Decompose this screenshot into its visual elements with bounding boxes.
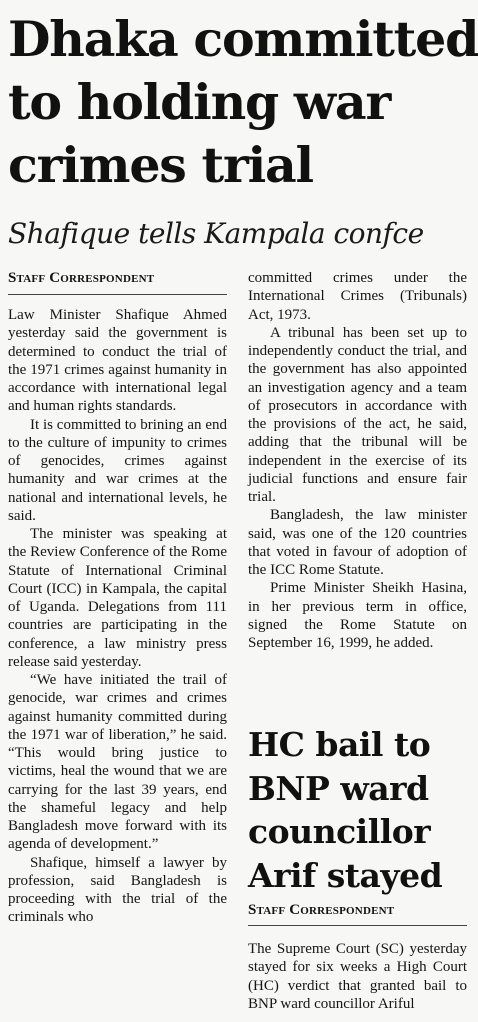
byline-main-text: Staff Correspondent — [8, 270, 155, 286]
byline-rule-main — [8, 294, 227, 295]
main-headline-line-1: Dhaka committed — [8, 10, 478, 68]
second-headline — [248, 723, 474, 897]
paragraph: Prime Minister Sheikh Hasina, in her previous term in office, signed the Rome Statute on September 16, 1999, he added. — [248, 580, 467, 651]
column-left — [8, 306, 227, 927]
second-headline-line-1: HC bail to — [248, 725, 431, 764]
main-headline-line-2: to holding war — [8, 73, 391, 131]
second-headline-line-2: BNP ward — [248, 768, 429, 808]
main-headline-line-3: crimes trial — [8, 136, 313, 194]
second-headline-line-3: councillor — [248, 812, 431, 851]
paragraph: Bangladesh, the law minister said, was one of the 120 countries that voted in favour of adoption of the ICC Rome Statute. — [248, 507, 467, 578]
paragraph: It is committed to brining an end to the culture of impunity to crimes of genocides, crimes against humanity and war crimes at the national and international levels, he said. — [8, 416, 227, 524]
second-headline-line-4: Arif stayed — [248, 855, 443, 895]
byline-main — [8, 270, 154, 287]
paragraph: committed crimes under the International Crimes (Tribunals) Act, 1973. — [248, 270, 467, 323]
subheadline: Shafique tells Kampala confce — [8, 217, 424, 250]
paragraph: Shafique, himself a lawyer by profession, said Bangladesh is proceeding with the trial of the criminals who — [8, 854, 227, 926]
main-headline — [8, 8, 478, 197]
paragraph: “We have initiated the trail of genocide, war crimes and crimes against humanity committed during the 1971 war of liberation,” he said. “This would bring justice to victims, heal the wound that we are carrying for the last 39 years, end the shameful legacy and help Bangladesh move forward with its agenda of development.” — [8, 672, 227, 853]
paragraph: The minister was speaking at the Review Conference of the Rome Statute of International Criminal Court (ICC) in Kampala, the capital of Uganda. Delegations from 111 countries are participating in the conference, a law ministry press release said yesterday. — [8, 526, 227, 670]
second-article-body: The Supreme Court (SC) yesterday stayed for six weeks a High Court (HC) verdict that granted bail to BNP ward councillor Ariful — [248, 941, 467, 1012]
byline-second — [248, 902, 394, 919]
paragraph: A tribunal has been set up to independently conduct the trial, and the government has also appointed an investigation agency and a team of prosecutors in accordance with the provisions of the act, he said, adding that the tribunal will be independent in the exercise of its judicial functions and ensure fair trial. — [248, 324, 467, 505]
byline-rule-second — [248, 925, 467, 926]
column-right — [248, 269, 467, 652]
paragraph: Law Minister Shafique Ahmed yesterday said the government is determined to conduct the trial of the 1971 crimes against humanity in accordance with international legal and human rights standards. — [8, 307, 227, 415]
byline-second-text: Staff Correspondent — [248, 902, 395, 918]
